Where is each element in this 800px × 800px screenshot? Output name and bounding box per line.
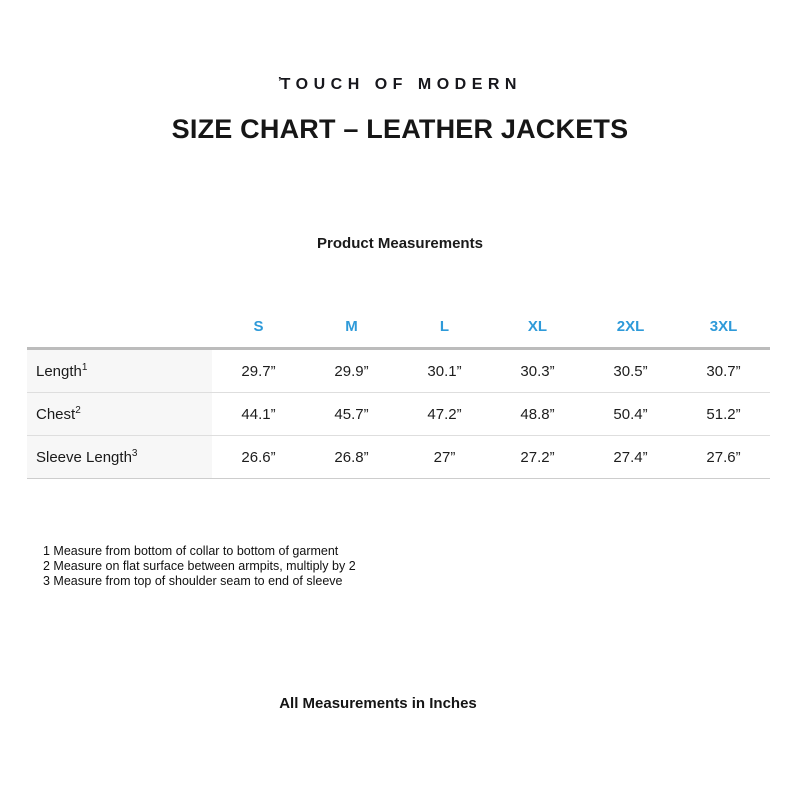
sleeve-l-value: 27” — [398, 436, 491, 479]
footnote-ref-2: 2 — [75, 404, 81, 416]
table-row-length — [27, 349, 770, 393]
table-caption: Product Measurements — [317, 235, 483, 252]
row-label-chest — [27, 393, 212, 436]
length-3xl-value: 30.7” — [677, 349, 770, 393]
table-row-chest — [27, 393, 770, 436]
size-col-l: L — [398, 305, 491, 349]
sleeve-m-value: 26.8” — [305, 436, 398, 479]
chest-s-value: 44.1” — [212, 393, 305, 436]
size-header-row — [27, 305, 770, 349]
units-note: All Measurements in Inches — [279, 695, 477, 712]
chest-m-value: 45.7” — [305, 393, 398, 436]
size-col-m: M — [305, 305, 398, 349]
chest-2xl-value: 50.4” — [584, 393, 677, 436]
sleeve-2xl-value: 27.4” — [584, 436, 677, 479]
footnote-ref-1: 1 — [81, 361, 88, 373]
footnote-3: 3 Measure from top of shoulder seam to end of sleeve — [43, 574, 343, 588]
sleeve-s-value: 26.6” — [212, 436, 305, 479]
size-col-2xl: 2XL — [584, 305, 677, 349]
row-label-text: Chest — [36, 405, 76, 423]
length-s-value: 29.7” — [212, 349, 305, 393]
length-2xl-value: 30.5” — [584, 349, 677, 393]
size-col-xl: XL — [491, 305, 584, 349]
size-col-s: S — [212, 305, 305, 349]
chest-3xl-value: 51.2” — [677, 393, 770, 436]
row-label-text: Sleeve Length — [36, 448, 132, 466]
row-label-text: Length — [36, 362, 82, 380]
corner-cell — [27, 305, 212, 349]
measurement-footnotes — [43, 544, 356, 589]
page-title: SIZE CHART – LEATHER JACKETS — [171, 114, 629, 144]
length-xl-value: 30.3” — [491, 349, 584, 393]
row-label-sleeve-length — [27, 436, 212, 479]
table-row-sleeve-length — [27, 436, 770, 479]
brand-logo-mark: ’ — [278, 74, 282, 89]
length-m-value: 29.9” — [305, 349, 398, 393]
size-table — [27, 305, 770, 479]
brand-logo — [0, 76, 800, 94]
footnote-ref-3: 3 — [131, 447, 138, 459]
chest-l-value: 47.2” — [398, 393, 491, 436]
row-label-length — [27, 349, 212, 393]
chest-xl-value: 48.8” — [491, 393, 584, 436]
brand-logo-text: TOUCH OF MODERN — [280, 76, 522, 93]
sleeve-3xl-value: 27.6” — [677, 436, 770, 479]
footnote-1: 1 Measure from bottom of collar to bottom of garment — [43, 544, 339, 558]
length-l-value: 30.1” — [398, 349, 491, 393]
size-col-3xl: 3XL — [677, 305, 770, 349]
sleeve-xl-value: 27.2” — [491, 436, 584, 479]
footnote-2: 2 Measure on flat surface between armpits, multiply by 2 — [43, 559, 356, 573]
